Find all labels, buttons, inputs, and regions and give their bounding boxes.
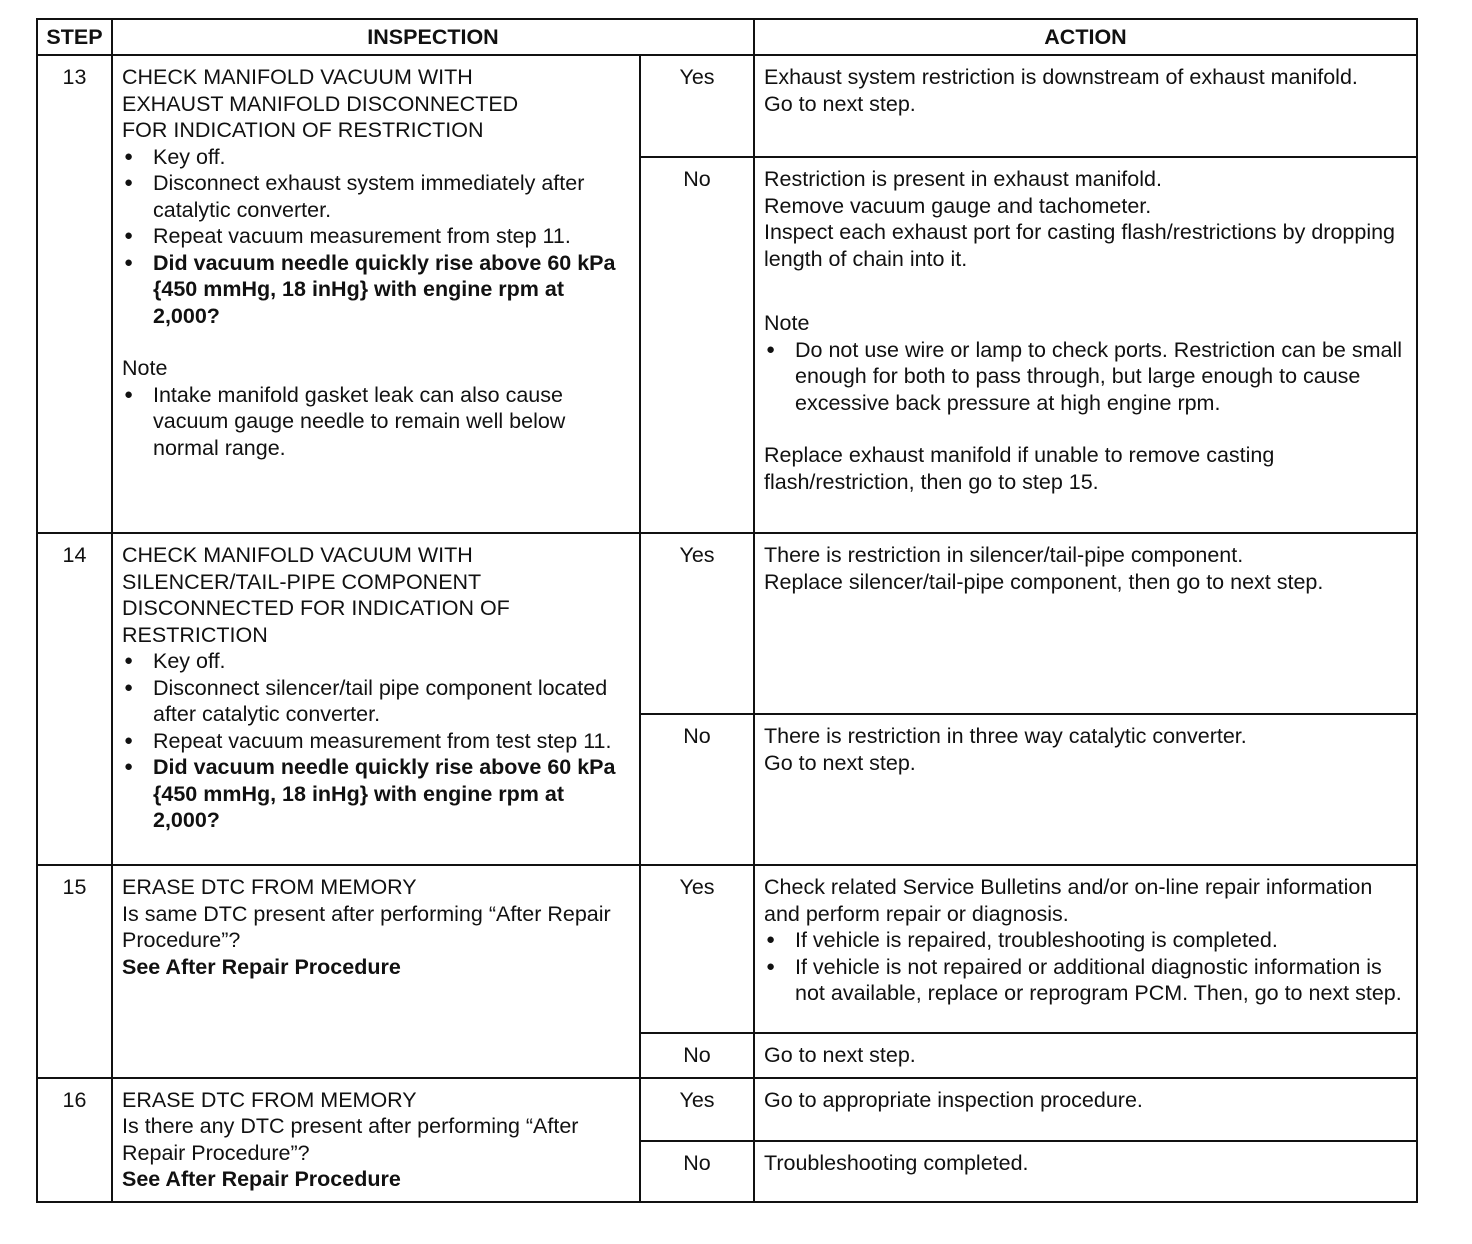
action-line: Go to next step. <box>764 750 916 775</box>
table-row <box>37 533 1417 714</box>
action-line: Restriction is present in exhaust manifold. <box>764 167 1162 191</box>
action-line: Exhaust system restriction is downstream of exhaust manifold. <box>764 65 1358 89</box>
no-action <box>754 714 1417 865</box>
inspection-cell <box>112 1078 640 1202</box>
inspection-title-line: EXHAUST MANIFOLD DISCONNECTED <box>122 91 519 116</box>
inspection-bullets <box>122 648 631 834</box>
bullet-item-question: ● Did vacuum needle quickly rise above 60 kPa {450 mmHg, 18 inHg} with engine rpm at 2,000? <box>122 754 631 834</box>
inspection-cell <box>112 55 640 533</box>
step-number: 14 <box>37 533 112 865</box>
action-line: Go to appropriate inspection procedure. <box>764 1087 1143 1112</box>
action-bullet-item: ● If vehicle is not repaired or additional diagnostic information is not available, replace or reprogram PCM. Then, go to next step. <box>764 954 1408 1007</box>
bullet-item: ● Repeat vacuum measurement from test step 11. <box>122 728 631 755</box>
no-label: No <box>640 1141 754 1202</box>
inspection-text: Is there any DTC present after performing “After Repair Procedure”? <box>122 1114 579 1165</box>
bullet-item: ● Key off. <box>122 144 631 171</box>
inspection-title-line: CHECK MANIFOLD VACUUM WITH <box>122 543 473 567</box>
no-label: No <box>640 714 754 865</box>
no-action <box>754 157 1417 533</box>
table-row <box>37 55 1417 157</box>
see-reference: See After Repair Procedure <box>122 954 401 979</box>
note-bullet-item: ● Do not use wire or lamp to check ports. Restriction can be small enough for both to pass through, but large enough to cause excessive back pressure at high engine rpm. <box>764 337 1408 417</box>
step-number: 15 <box>37 865 112 1078</box>
action-line: Check related Service Bulletins and/or on-line repair information and perform repair or diagnosis. <box>764 875 1373 926</box>
action-bullet-item: ● If vehicle is repaired, troubleshooting is completed. <box>764 927 1408 954</box>
action-line: Go to next step. <box>764 1043 916 1067</box>
bullet-item: ● Disconnect exhaust system immediately after catalytic converter. <box>122 170 631 223</box>
diagnostic-table <box>36 18 1418 1203</box>
inspection-title-line: DISCONNECTED FOR INDICATION OF <box>122 596 510 620</box>
header-step: STEP <box>37 19 112 55</box>
no-action <box>754 1033 1417 1078</box>
inspection-title-line: RESTRICTION <box>122 622 268 647</box>
no-label: No <box>640 1033 754 1078</box>
note-label: Note <box>764 311 810 335</box>
action-line: There is restriction in three way catalytic converter. <box>764 724 1247 748</box>
inspection-bullets <box>122 144 631 330</box>
action-line: Inspect each exhaust port for casting flash/restrictions by dropping length of chain into it. <box>764 220 1396 271</box>
inspection-title-line: SILENCER/TAIL-PIPE COMPONENT <box>122 569 482 594</box>
table-row <box>37 1078 1417 1141</box>
step-number: 16 <box>37 1078 112 1202</box>
inspection-title-line: CHECK MANIFOLD VACUUM WITH <box>122 65 473 89</box>
inspection-title-line: ERASE DTC FROM MEMORY <box>122 1087 417 1112</box>
bullet-item: ● Key off. <box>122 648 631 675</box>
yes-label: Yes <box>640 1078 754 1141</box>
action-line: Go to next step. <box>764 91 916 116</box>
yes-label: Yes <box>640 533 754 714</box>
action-line: Troubleshooting completed. <box>764 1150 1029 1175</box>
yes-action <box>754 55 1417 157</box>
note-label: Note <box>122 356 168 380</box>
see-reference: See After Repair Procedure <box>122 1167 401 1191</box>
inspection-text: Is same DTC present after performing “After Repair Procedure”? <box>122 901 611 952</box>
action-line: There is restriction in silencer/tail-pipe component. <box>764 543 1244 567</box>
header-row <box>37 19 1417 55</box>
yes-action <box>754 533 1417 714</box>
note-bullet-item: ● Intake manifold gasket leak can also cause vacuum gauge needle to remain well below normal range. <box>122 382 631 462</box>
step-number: 13 <box>37 55 112 533</box>
yes-action <box>754 865 1417 1033</box>
header-inspection: INSPECTION <box>112 19 754 55</box>
yes-label: Yes <box>640 55 754 157</box>
inspection-title-line: FOR INDICATION OF RESTRICTION <box>122 118 484 142</box>
action-line: Replace silencer/tail-pipe component, then go to next step. <box>764 569 1324 594</box>
bullet-item-question: ● Did vacuum needle quickly rise above 60 kPa {450 mmHg, 18 inHg} with engine rpm at 2,000? <box>122 250 631 330</box>
note-bullets <box>764 337 1408 417</box>
table-row <box>37 865 1417 1033</box>
inspection-title-line: ERASE DTC FROM MEMORY <box>122 875 417 899</box>
action-line: Remove vacuum gauge and tachometer. <box>764 193 1152 218</box>
action-line: Replace exhaust manifold if unable to remove casting flash/restriction, then go to step 15. <box>764 443 1275 494</box>
note-bullets <box>122 382 631 462</box>
inspection-cell <box>112 533 640 865</box>
inspection-cell <box>112 865 640 1078</box>
no-label: No <box>640 157 754 533</box>
yes-label: Yes <box>640 865 754 1033</box>
action-bullets <box>764 927 1408 1007</box>
no-action <box>754 1141 1417 1202</box>
bullet-item: ● Repeat vacuum measurement from step 11. <box>122 223 631 250</box>
header-action: ACTION <box>754 19 1417 55</box>
bullet-item: ● Disconnect silencer/tail pipe component located after catalytic converter. <box>122 675 631 728</box>
yes-action <box>754 1078 1417 1141</box>
